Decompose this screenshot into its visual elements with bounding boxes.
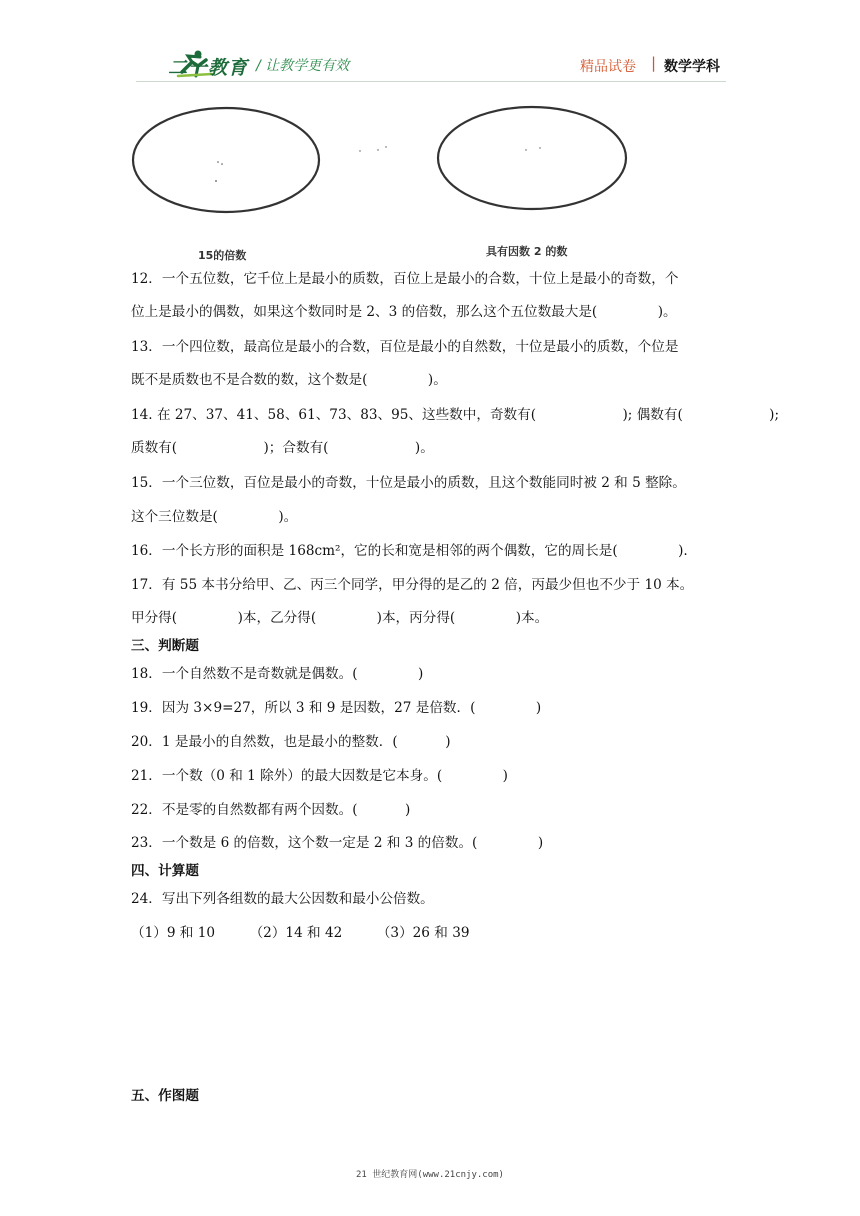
question-22: 22．不是零的自然数都有两个因数。( ): [131, 802, 411, 818]
question-14-line-1: 14. 在 27、37、41、58、61、73、83、95、这些数中，奇数有( ); 偶数有( );: [131, 407, 780, 423]
question-19: 19．因为 3×9=27，所以 3 和 9 是因数，27 是倍数．( ): [131, 700, 542, 716]
subject: 数学学科: [664, 59, 720, 75]
venn-figure: [128, 104, 638, 224]
section-calculation-heading: 四、计算题: [131, 863, 199, 879]
question-24-items: （1）9 和 10 （2）14 和 42 （3）26 和 39: [131, 925, 470, 941]
question-13-line-1: 13．一个四位数，最高位是最小的合数，百位是最小的自然数，十位是最小的质数，个位是: [131, 339, 679, 355]
question-15-line-1: 15．一个三位数，百位是最小的奇数，十位是最小的质数，且这个数能同时被 2 和 5 整除。: [131, 475, 686, 491]
section-drawing-heading: 五、作图题: [131, 1088, 199, 1104]
slogan: / 让教学更有效: [256, 58, 350, 74]
question-21: 21．一个数（0 和 1 除外）的最大因数是它本身。( ): [131, 768, 508, 784]
question-17-line-2: 甲分得( )本，乙分得( )本，丙分得( )本。: [131, 610, 549, 626]
question-12-line-1: 12．一个五位数，它千位上是最小的质数，百位上是最小的合数，十位上是最小的奇数，个: [131, 271, 679, 287]
header-separator: |: [651, 54, 657, 72]
left-ellipse: [133, 108, 319, 212]
page-footer: 21 世纪教育网(www.21cnjy.com): [356, 1170, 504, 1180]
question-12-line-2: 位上是最小的偶数，如果这个数同时是 2、3 的倍数，那么这个五位数最大是( )。: [131, 304, 677, 320]
question-17-line-1: 17．有 55 本书分给甲、乙、丙三个同学，甲分得的是乙的 2 倍，丙最少但也不少于 10 本。: [131, 577, 694, 593]
question-14-line-2: 质数有( )；合数有( )。: [131, 440, 434, 456]
left-ellipse-label: 15的倍数: [198, 249, 247, 262]
question-20: 20．1 是最小的自然数，也是最小的整数．( ): [131, 734, 451, 750]
question-13-line-2: 既不是质数也不是合数的数，这个数是( )。: [131, 372, 447, 388]
doc-type: 精品试卷: [580, 59, 636, 75]
header-divider: [136, 81, 726, 82]
question-24: 24．写出下列各组数的最大公因数和最小公倍数。: [131, 891, 434, 907]
question-23: 23．一个数是 6 的倍数，这个数一定是 2 和 3 的倍数。( ): [131, 835, 544, 851]
question-18: 18．一个自然数不是奇数就是偶数。( ): [131, 666, 424, 682]
right-ellipse: [438, 107, 626, 209]
section-judgement-heading: 三、判断题: [131, 638, 199, 654]
right-ellipse-label: 具有因数 2 的数: [486, 245, 568, 258]
question-15-line-2: 这个三位数是( )。: [131, 509, 298, 525]
logo-text: 二一教育: [168, 57, 249, 79]
question-16: 16．一个长方形的面积是 168cm²，它的长和宽是相邻的两个偶数，它的周长是( ).: [131, 543, 688, 559]
